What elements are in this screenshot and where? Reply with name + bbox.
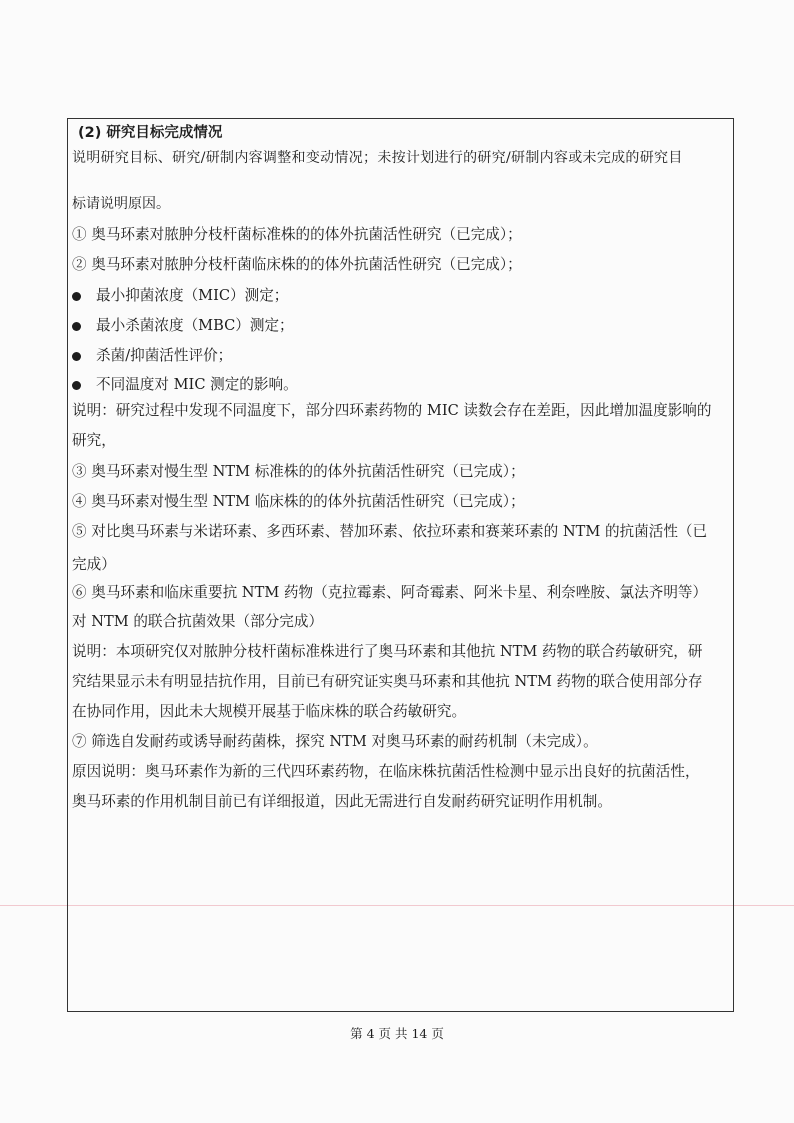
page-number: 第 4 页 共 14 页 bbox=[350, 1026, 444, 1041]
text-line: ⑦ 筛选自发耐药或诱导耐药菌株，探究 NTM 对奥马环素的耐药机制（未完成）。 bbox=[72, 733, 598, 750]
bullet-icon bbox=[72, 381, 81, 390]
content-box bbox=[67, 118, 734, 1012]
text-line: 完成） bbox=[72, 556, 116, 573]
text-line: 研究， bbox=[72, 432, 116, 449]
bullet-item: 不同温度对 MIC 测定的影响。 bbox=[96, 376, 298, 393]
text-line: ③ 奥马环素对慢生型 NTM 标准株的的体外抗菌活性研究（已完成）； bbox=[72, 463, 525, 480]
text-line: 在协同作用，因此未大规模开展基于临床株的联合药敏研究。 bbox=[72, 703, 467, 720]
text-line: 说明：研究过程中发现不同温度下，部分四环素药物的 MIC 读数会存在差距，因此增加温度影响的 bbox=[72, 402, 712, 419]
bullet-item: 最小抑菌浓度（MIC）测定； bbox=[96, 287, 289, 304]
text-line: 原因说明：奥马环素作为新的三代四环素药物，在临床株抗菌活性检测中显示出良好的抗菌活性， bbox=[72, 763, 700, 780]
text-line: ⑤ 对比奥马环素与米诺环素、多西环素、替加环素、依拉环素和赛莱环素的 NTM 的抗菌活性（已 bbox=[72, 523, 708, 540]
goal-item-1: ① 奥马环素对脓肿分枝杆菌标准株的的体外抗菌活性研究（已完成）； bbox=[72, 226, 522, 243]
text-line: ④ 奥马环素对慢生型 NTM 临床株的的体外抗菌活性研究（已完成）； bbox=[72, 493, 525, 510]
instruction-line: 说明研究目标、研究/研制内容调整和变动情况；未按计划进行的研究/研制内容或未完成的研究目 bbox=[72, 150, 683, 166]
bullet-icon bbox=[72, 322, 81, 331]
goal-item-2: ② 奥马环素对脓肿分枝杆菌临床株的的体外抗菌活性研究（已完成）； bbox=[72, 256, 522, 273]
text-line: 对 NTM 的联合抗菌效果（部分完成） bbox=[72, 613, 324, 630]
bullet-icon bbox=[72, 352, 81, 361]
bullet-icon bbox=[72, 292, 81, 301]
text-line: 究结果显示未有明显拮抗作用，目前已有研究证实奥马环素和其他抗 NTM 药物的联合使用部分存 bbox=[72, 673, 703, 690]
text-line: ⑥ 奥马环素和临床重要抗 NTM 药物（克拉霉素、阿奇霉素、阿米卡星、利奈唑胺、氯法齐明等） bbox=[72, 584, 708, 601]
text-line: 说明：本项研究仅对脓肿分枝杆菌标准株进行了奥马环素和其他抗 NTM 药物的联合药敏研究，研 bbox=[72, 643, 703, 660]
bullet-item: 最小杀菌浓度（MBC）测定； bbox=[96, 317, 294, 334]
text-line: 奥马环素的作用机制目前已有详细报道，因此无需进行自发耐药研究证明作用机制。 bbox=[72, 793, 612, 810]
instruction-line: 标请说明原因。 bbox=[72, 196, 170, 212]
section-title: (2) 研究目标完成情况 bbox=[78, 125, 223, 141]
bullet-item: 杀菌/抑菌活性评价； bbox=[96, 347, 233, 364]
